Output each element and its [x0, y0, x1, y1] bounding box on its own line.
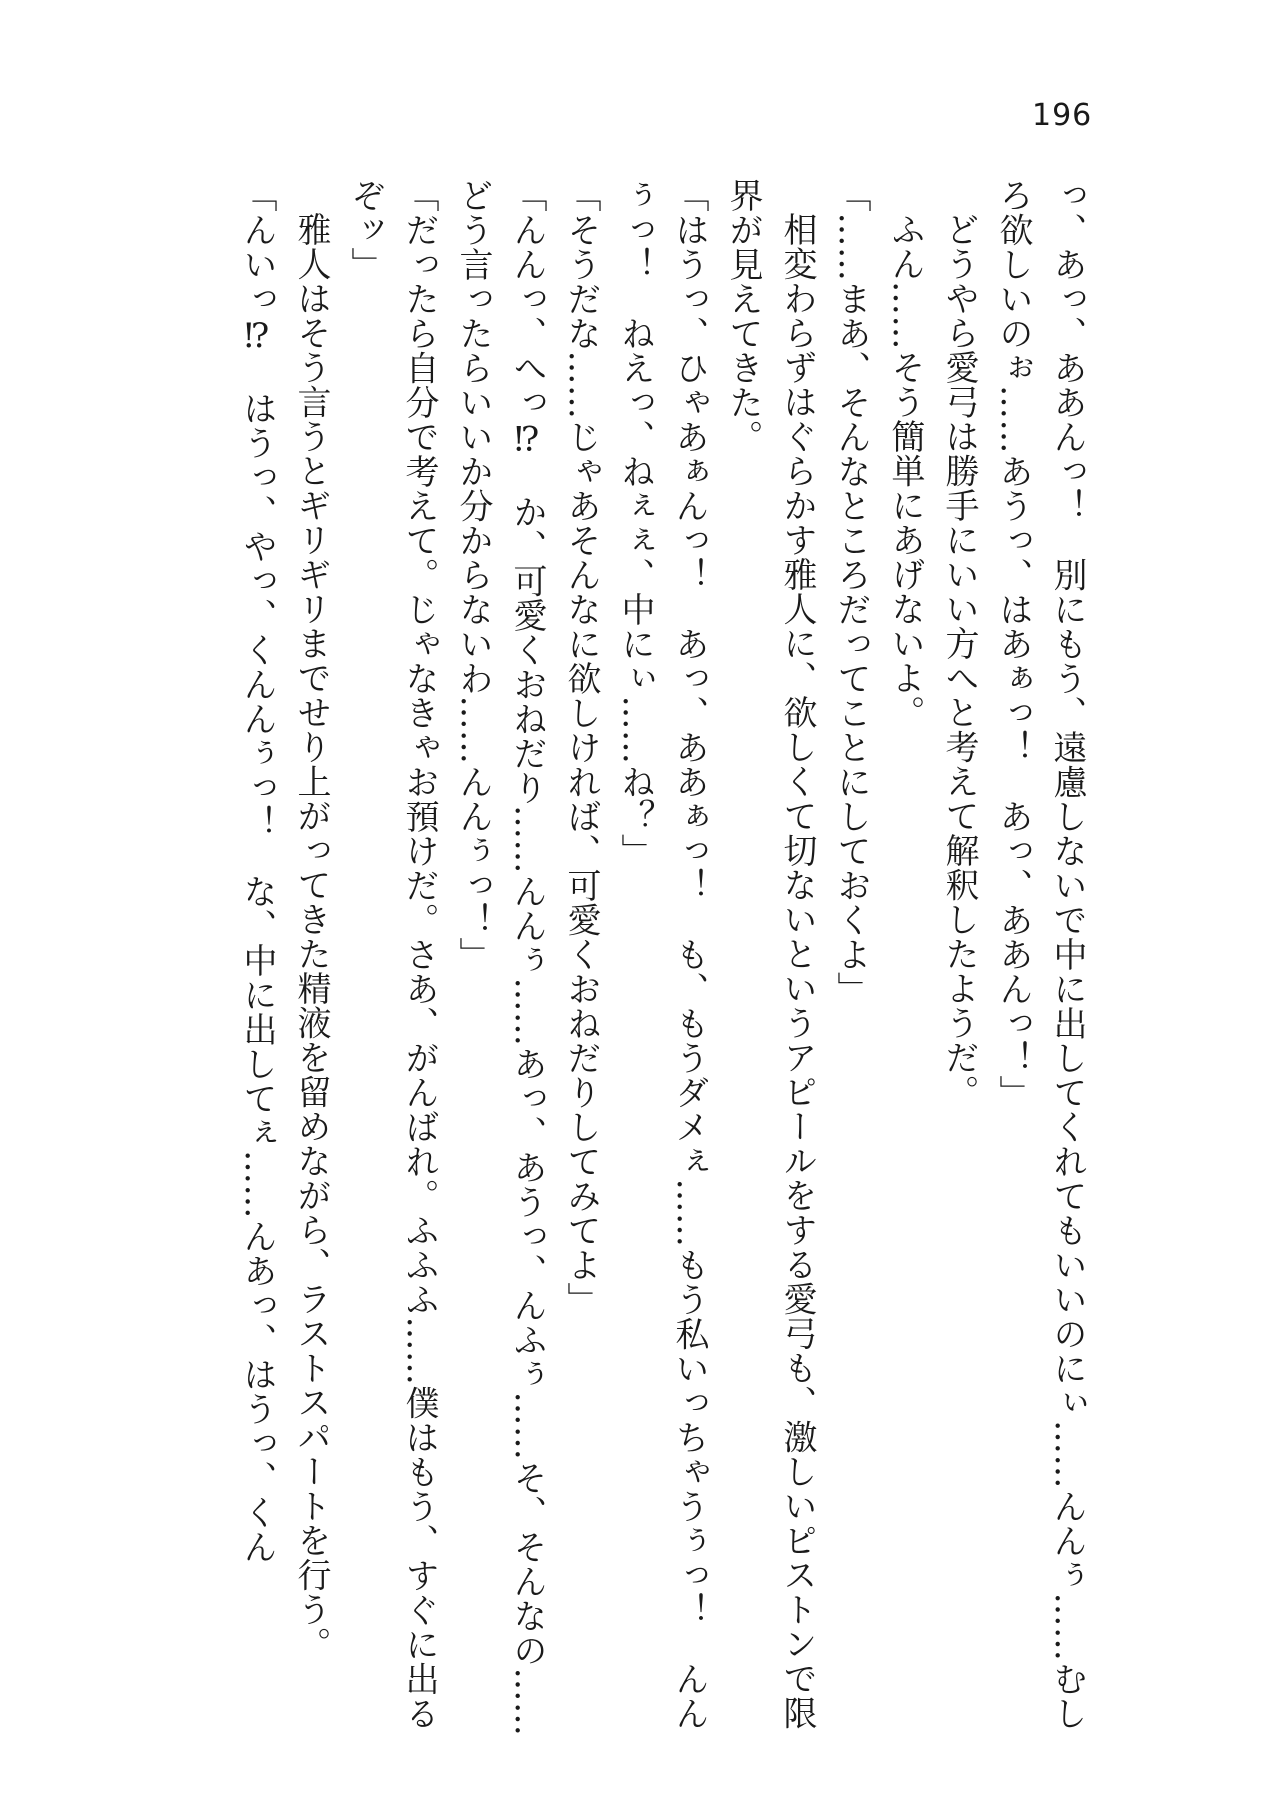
paragraph: っ、あっ、ああんっ！ 別にもう、遠慮しないで中に出してくれてもいいのにぃ……んんぅ……むしろ欲しいのぉ……あうっ、はあぁっ！ あっ、ああんっ！」: [993, 178, 1087, 1731]
paragraph: 「……まあ、そんなところだってことにしておくよ」: [831, 178, 871, 1006]
paragraph: 相変わらずはぐらかす雅人に、欲しくて切ないというアピールをする愛弓も、激しいピストンで限界が見えてきた。: [723, 178, 817, 1730]
page-number: 196: [1032, 98, 1093, 133]
paragraph: 「んいっ⁉ はうっ、やっ、くんんぅっ！ な、中に出してぇ……んあっ、はうっ、くん: [237, 178, 277, 1564]
paragraph: 「だったら自分で考えて。じゃなきゃお預けだ。さあ、がんばれ。ふふふ……僕はもう、すぐに出るぞッ」: [345, 178, 439, 1731]
paragraph: 雅人はそう言うとギリギリまでせり上がってきた精液を留めながら、ラストスパートを行う。: [291, 212, 331, 1661]
paragraph: ふん……そう簡単にあげないよ。: [885, 212, 925, 730]
body-text: [230, 178, 1094, 1738]
paragraph: 「そうだな……じゃあそんなに欲しければ、可愛くおねだりしてみてよ」: [561, 178, 601, 1317]
paragraph: どうやら愛弓は勝手にいい方へと考えて解釈したようだ。: [939, 212, 979, 1109]
paragraph: 「んんっ、へっ⁉ か、可愛くおねだり……んんぅ……あっ、あうっ、んふぅ……そ、そんなの……どう言ったらいいか分からないわ……んんぅっ！」: [453, 178, 547, 1737]
paragraph: 「はうっ、ひゃあぁんっ！ あっ、ああぁっ！ も、もうダメぇ……もう私いっちゃうぅっ！ んんぅっ！ ねえっ、ねぇぇ、中にぃ……ね？」: [615, 178, 709, 1731]
